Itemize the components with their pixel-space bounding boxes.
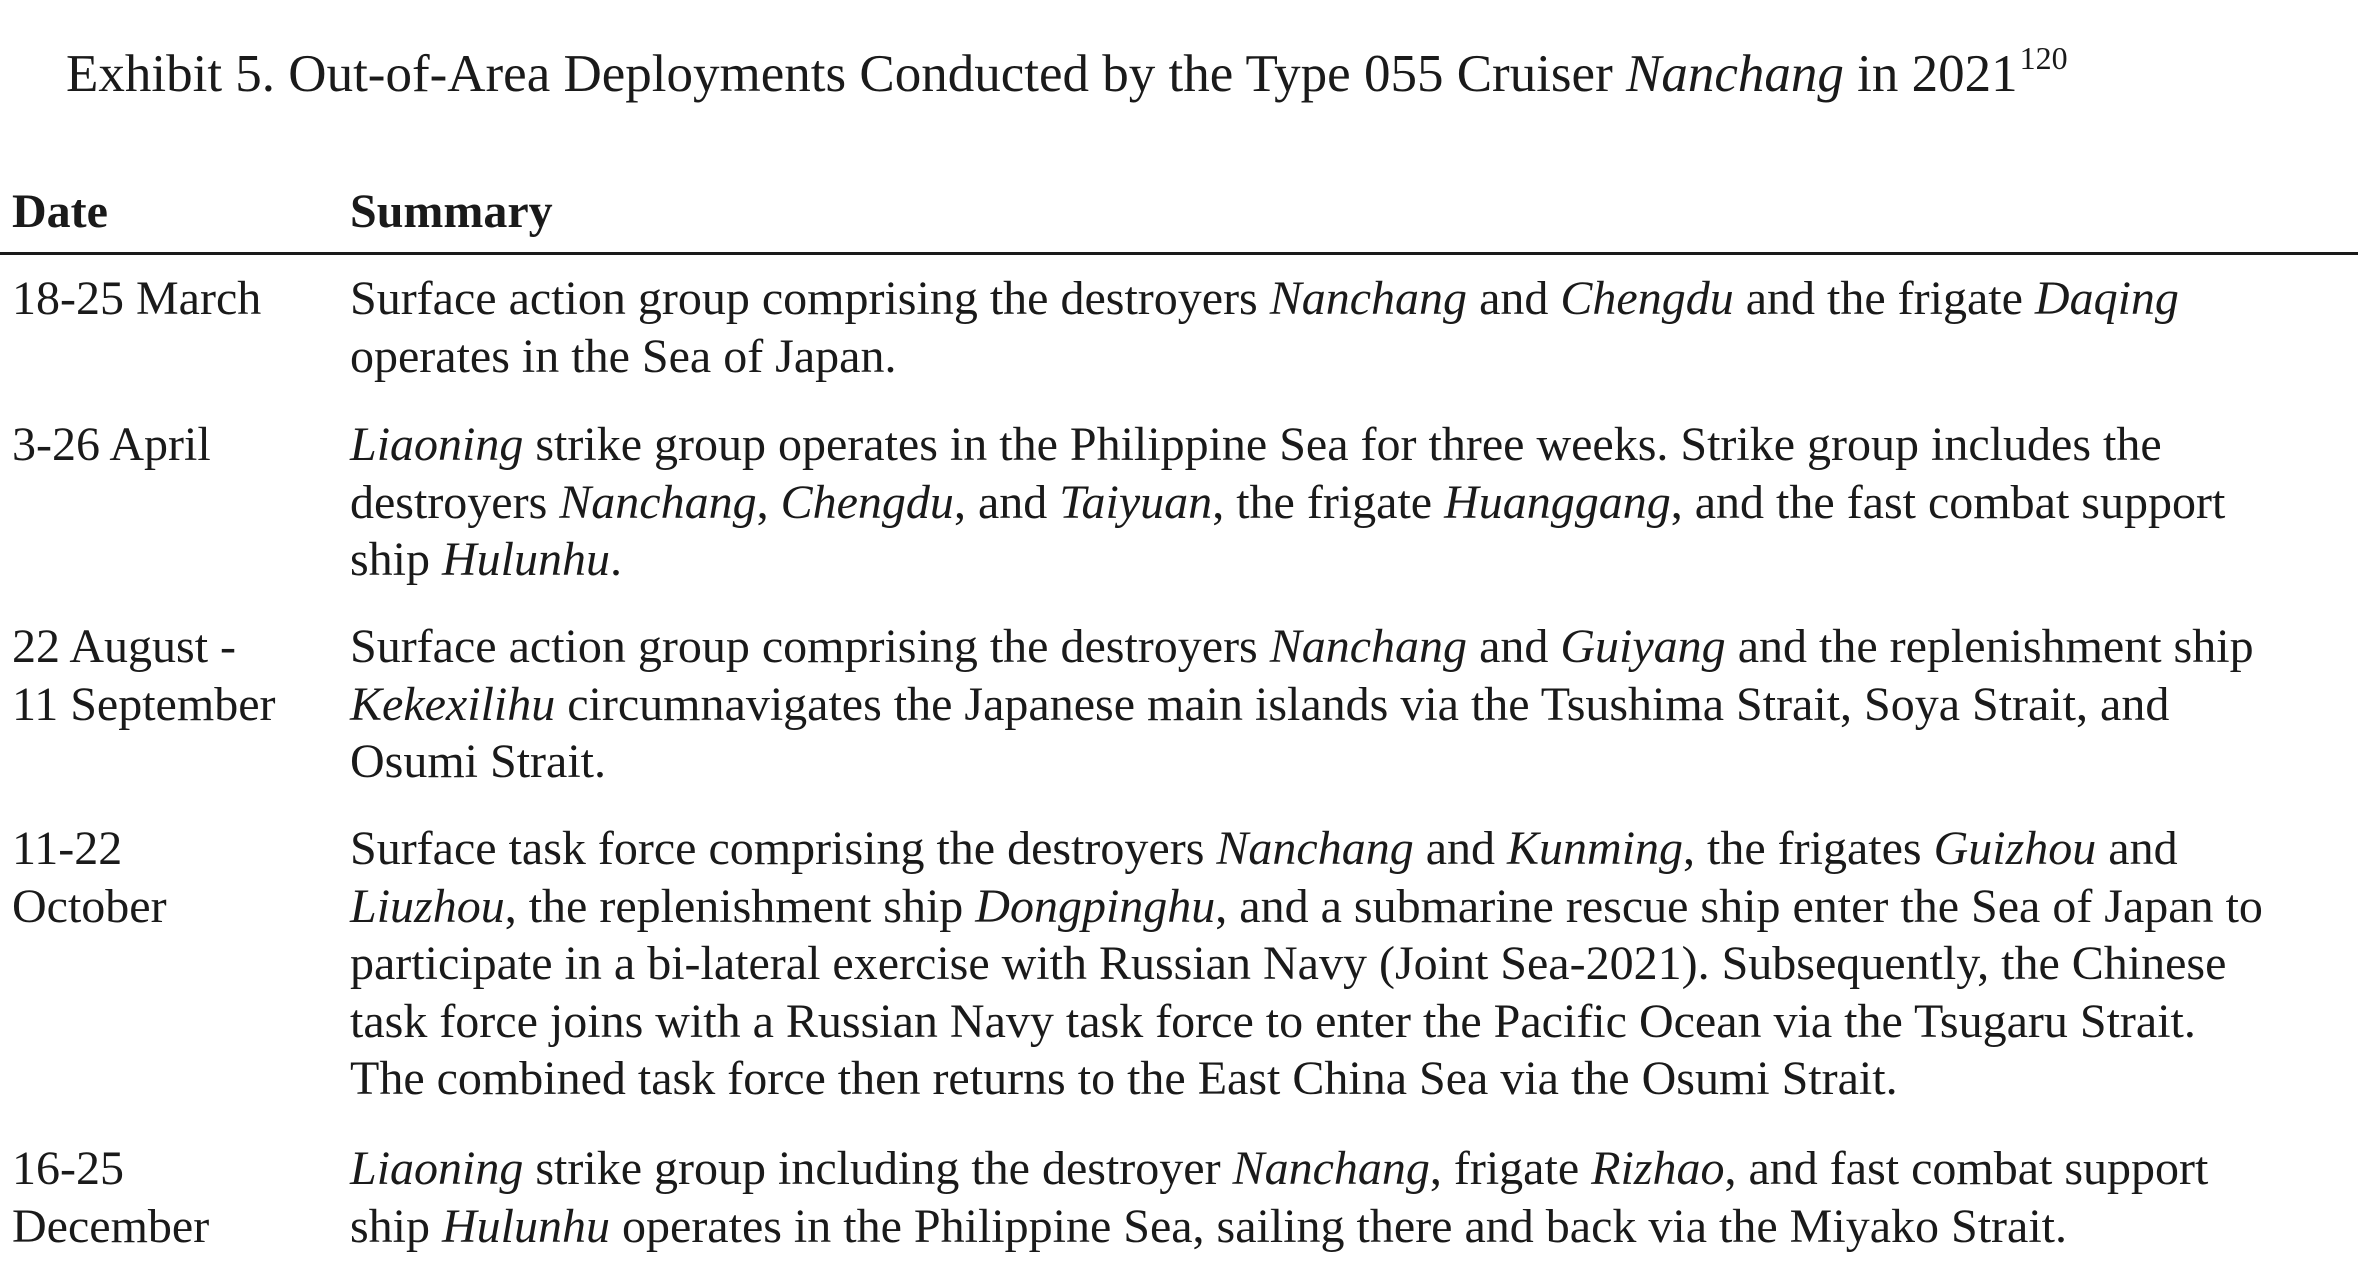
ship-name: Dongpinghu <box>975 879 1216 933</box>
title-ship-name: Nanchang <box>1625 45 1844 103</box>
ship-name: Hulunhu <box>442 533 611 586</box>
date-line: October <box>12 879 167 933</box>
date-line: 11 September <box>12 677 276 731</box>
row-date <box>12 618 332 733</box>
date-line: December <box>12 1199 210 1253</box>
ship-name: Nanchang <box>1216 822 1414 875</box>
ship-name: Nanchang <box>1269 620 1468 673</box>
title-prefix: Exhibit 5. Out-of-Area Deployments Conducted by the Type 055 Cruiser <box>66 45 1626 103</box>
summary-text: circumnavigates the Japanese main islands via the Tsushima Strait, Soya Strait, and <box>555 677 2170 731</box>
title-suffix: in 2021 <box>1843 45 2018 103</box>
ship-name: Liaoning <box>350 1142 524 1195</box>
ship-name: Chengdu <box>780 475 954 529</box>
summary-text: operates in the Sea of Japan. <box>350 329 897 383</box>
title-footnote: 120 <box>2019 40 2068 76</box>
ship-name: Kunming <box>1507 822 1684 875</box>
summary-text: and the replenishment ship <box>1725 620 2254 673</box>
row-summary <box>350 820 2358 1108</box>
summary-text: strike group operates in the Philippine Sea for three weeks. Strike group includes the <box>523 418 2162 471</box>
summary-text: , the frigate <box>1212 475 1445 529</box>
summary-text: and the frigate <box>1733 272 2035 325</box>
summary-text: destroyers <box>350 475 560 529</box>
summary-line <box>350 270 2358 328</box>
header-summary: Summary <box>350 185 553 238</box>
summary-text: Surface action group comprising the destroyers <box>350 272 1270 325</box>
row-date <box>12 820 332 935</box>
summary-line <box>350 618 2358 676</box>
ship-name: Daqing <box>2034 272 2179 325</box>
summary-line <box>350 1198 2358 1256</box>
ship-name: Liuzhou <box>350 879 505 933</box>
summary-text: , the frigates <box>1683 822 1934 875</box>
row-date <box>12 270 332 328</box>
date-line: 11-22 <box>12 822 123 875</box>
summary-text: operates in the Philippine Sea, sailing there and back via the Miyako Strait. <box>610 1199 2067 1253</box>
summary-text: Osumi Strait. <box>350 735 607 788</box>
summary-text: . <box>610 533 623 586</box>
date-line: 3-26 April <box>12 418 211 471</box>
ship-name: Nanchang <box>1269 272 1468 325</box>
ship-name: Guizhou <box>1933 822 2097 875</box>
exhibit-title <box>66 34 2068 120</box>
date-line: 16-25 <box>12 1142 124 1195</box>
summary-text: ship <box>350 1199 443 1253</box>
summary-text: and <box>1413 822 1508 875</box>
summary-text: , and <box>953 475 1060 529</box>
ship-name: Huanggang <box>1444 475 1671 529</box>
summary-line <box>350 733 2358 791</box>
summary-text: and <box>2096 822 2178 875</box>
summary-text: , <box>756 475 781 529</box>
row-summary <box>350 1140 2358 1255</box>
ship-name: Liaoning <box>350 418 524 471</box>
summary-text: , the replenishment ship <box>504 879 976 933</box>
summary-text: Surface action group comprising the destroyers <box>350 620 1270 673</box>
summary-line <box>350 474 2358 532</box>
summary-line <box>350 328 2358 386</box>
ship-name: Taiyuan <box>1059 475 1213 529</box>
summary-text: The combined task force then returns to the East China Sea via the Osumi Strait. <box>350 1052 1898 1105</box>
summary-line <box>350 1140 2358 1198</box>
summary-text: , and a submarine rescue ship enter the Sea of Japan to <box>1215 879 2263 933</box>
summary-text: ship <box>350 533 443 586</box>
row-summary <box>350 618 2358 791</box>
summary-text: participate in a bi-lateral exercise with Russian Navy (Joint Sea-2021). Subsequently, the Chinese <box>350 937 2227 990</box>
ship-name: Chengdu <box>1560 272 1734 325</box>
ship-name: Rizhao <box>1591 1142 1725 1195</box>
summary-line <box>350 676 2358 734</box>
summary-text: , frigate <box>1429 1142 1592 1195</box>
summary-line <box>350 878 2358 936</box>
summary-line <box>350 993 2358 1051</box>
row-summary <box>350 270 2358 385</box>
ship-name: Guiyang <box>1560 620 1726 673</box>
summary-text: Surface task force comprising the destroyers <box>350 822 1217 875</box>
row-date <box>12 416 332 474</box>
summary-line <box>350 1050 2358 1108</box>
summary-line <box>350 531 2358 589</box>
summary-text: , and the fast combat support <box>1670 475 2226 529</box>
summary-line <box>350 416 2358 474</box>
summary-text: , and fast combat support <box>1724 1142 2209 1195</box>
ship-name: Hulunhu <box>442 1199 611 1253</box>
summary-text: and <box>1467 620 1561 673</box>
header-rule <box>0 252 2358 255</box>
row-date <box>12 1140 332 1255</box>
ship-name: Nanchang <box>1232 1142 1430 1195</box>
table-header <box>0 180 2358 252</box>
ship-name: Nanchang <box>559 475 757 529</box>
summary-line <box>350 820 2358 878</box>
date-line: 22 August - <box>12 620 237 673</box>
ship-name: Kekexilihu <box>350 677 556 731</box>
summary-line <box>350 935 2358 993</box>
summary-text: strike group including the destroyer <box>523 1142 1233 1195</box>
date-line: 18-25 March <box>12 272 262 325</box>
header-date: Date <box>12 185 108 238</box>
summary-text: task force joins with a Russian Navy task force to enter the Pacific Ocean via the Tsugaru Strait. <box>350 994 2196 1048</box>
summary-text: and <box>1467 272 1561 325</box>
row-summary <box>350 416 2358 589</box>
